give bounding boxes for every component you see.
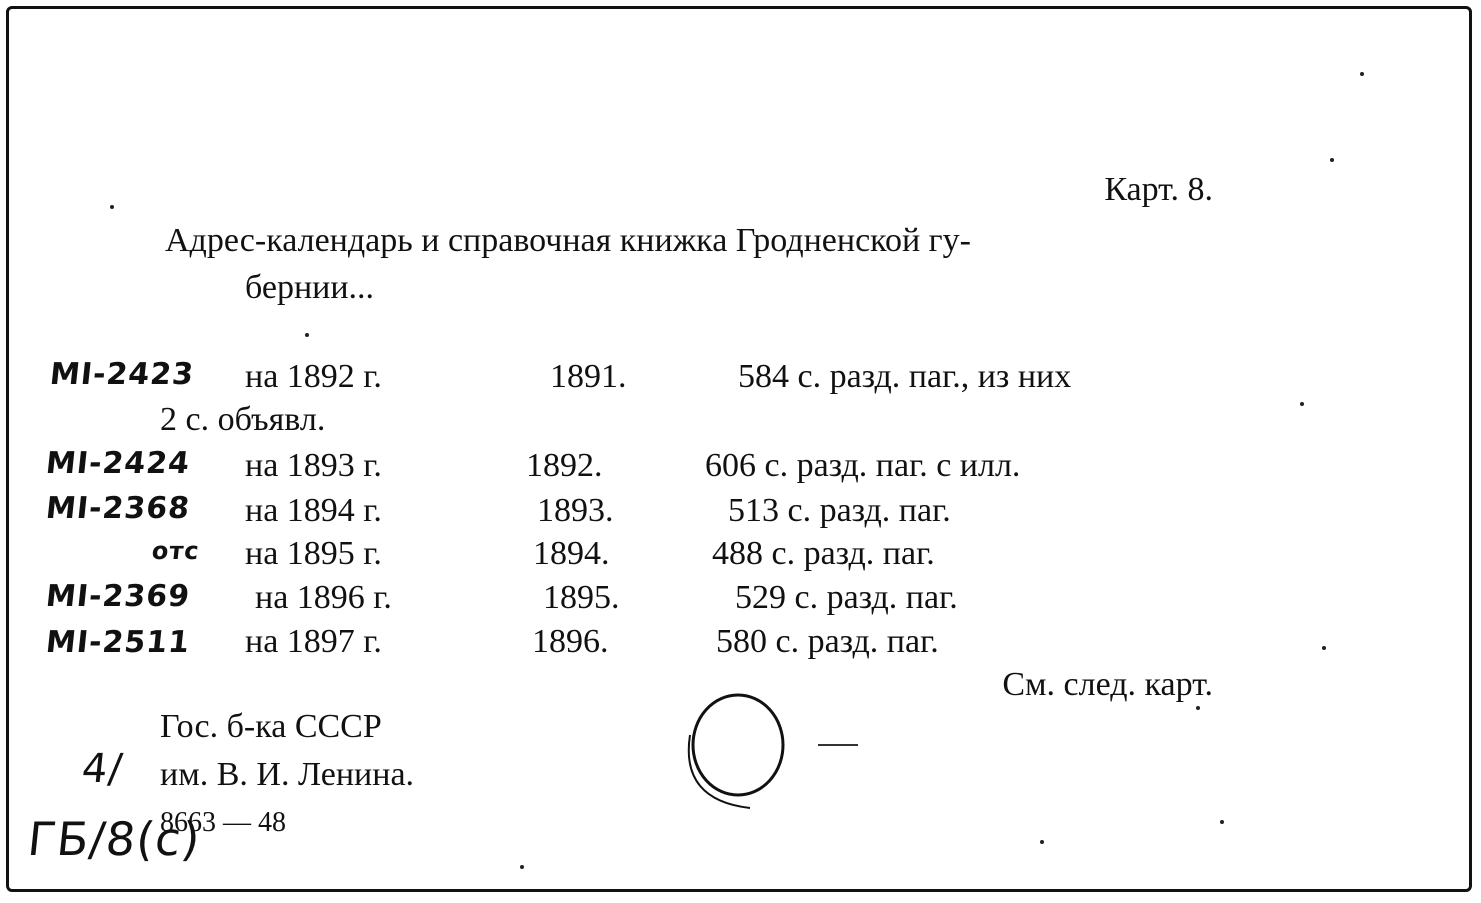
- entry-year-2: на 1893 г.: [245, 447, 382, 484]
- speck: [1360, 72, 1364, 76]
- library-name-line1: Гос. б-ка СССР: [160, 708, 382, 745]
- entry-year-6: на 1897 г.: [245, 623, 382, 660]
- shelfmark-2: MI-2424: [44, 446, 192, 481]
- speck: [1330, 158, 1334, 162]
- stamp-circle-icon: [670, 690, 800, 820]
- handwritten-code: ГБ/8(с): [25, 812, 204, 866]
- handwritten-mark: 4/: [79, 746, 126, 792]
- entry-year-4: на 1895 г.: [245, 535, 382, 572]
- entry-pages-2: 606 с. разд. паг. с илл.: [705, 447, 1021, 484]
- entry-pubyear-4: 1894.: [533, 535, 610, 572]
- entry-year-3: на 1894 г.: [245, 492, 382, 529]
- shelfmark-3: MI-2368: [44, 491, 192, 526]
- speck: [1220, 820, 1224, 824]
- shelfmark-4: отс: [150, 537, 202, 565]
- speck: [110, 205, 114, 209]
- entry-pubyear-3: 1893.: [537, 492, 614, 529]
- entry-pages-5: 529 с. разд. паг.: [735, 579, 958, 616]
- speck: [1300, 402, 1304, 406]
- entry-pubyear-6: 1896.: [532, 623, 609, 660]
- entry-year-1: на 1892 г.: [245, 358, 382, 395]
- speck: [520, 865, 524, 869]
- see-next-card: См. след. карт.: [1002, 666, 1213, 703]
- library-name-line2: им. В. И. Ленина.: [160, 756, 415, 793]
- entry-year-5: на 1896 г.: [255, 579, 392, 616]
- entry-pubyear-5: 1895.: [543, 579, 620, 616]
- speck: [305, 333, 309, 337]
- shelfmark-6: MI-2511: [44, 625, 192, 660]
- card-title-line2: бернии...: [245, 269, 375, 306]
- entry-pubyear-2: 1892.: [526, 447, 603, 484]
- dash-mark: [818, 744, 858, 746]
- entry-continuation-1: 2 с. объявл.: [160, 401, 326, 438]
- entry-pages-1: 584 с. разд. паг., из них: [738, 358, 1072, 395]
- entry-pages-6: 580 с. разд. паг.: [716, 623, 939, 660]
- entry-pages-3: 513 с. разд. паг.: [728, 492, 951, 529]
- entry-pages-4: 488 с. разд. паг.: [712, 535, 935, 572]
- entry-pubyear-1: 1891.: [550, 358, 627, 395]
- speck: [1322, 646, 1326, 650]
- card-title-line1: Адрес-календарь и справочная книжка Гродненской гу-: [165, 222, 971, 259]
- speck: [1040, 840, 1044, 844]
- speck: [1196, 706, 1200, 710]
- shelfmark-5: MI-2369: [44, 579, 192, 614]
- card-number: Карт. 8.: [1104, 171, 1213, 208]
- shelfmark-1: MI-2423: [48, 357, 196, 392]
- print-code: 8663 — 48: [160, 807, 286, 838]
